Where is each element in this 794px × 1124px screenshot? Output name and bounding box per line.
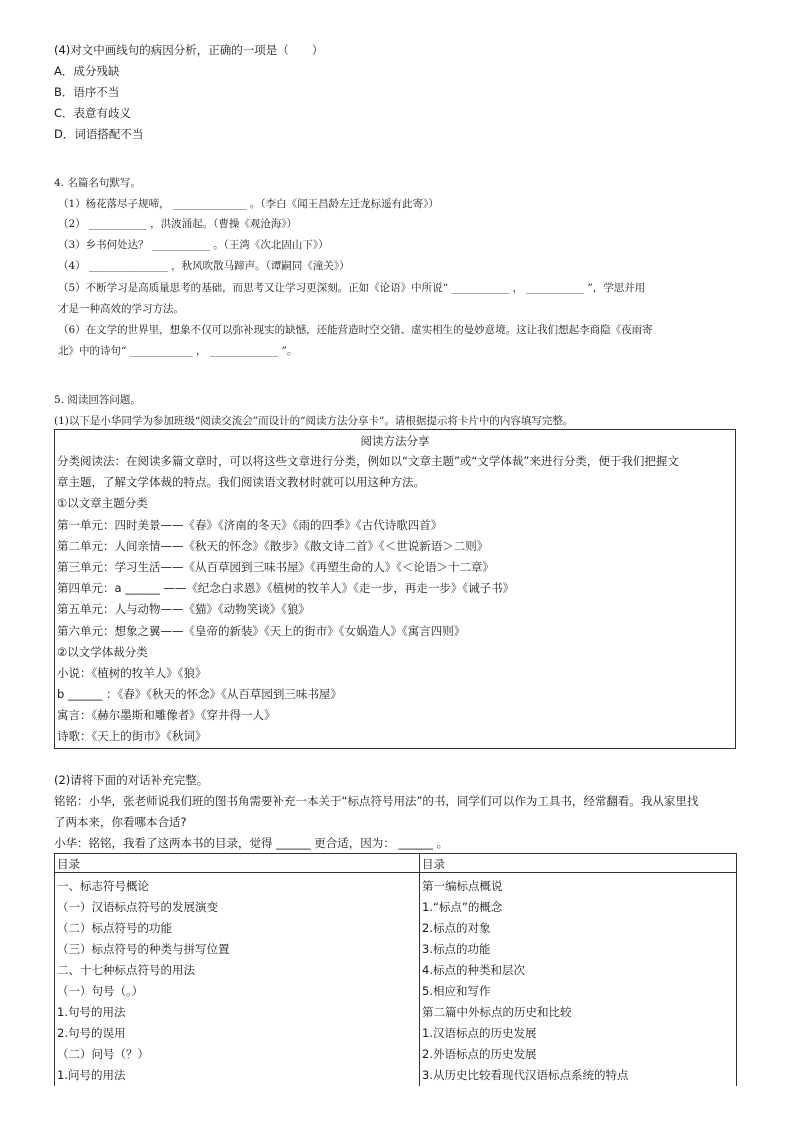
q4-line-8: 北》中的诗句“ ____________ ， _____________ ”。 [58,345,298,357]
q4-line-3: （3）乡书何处达？ ___________ 。（王湾《次北固山下》） [58,239,329,251]
card-row: 第五单元：人与动物——《猫》《动物笑谈》《狼》 [57,602,310,616]
toc-right-row: 4.标点的种类和层次 [422,963,525,977]
dialog-line-3: 小华：铭铭，我看了这两本书的目录，觉得 ______ 更合适，因为： ______ 。 [54,836,449,850]
toc-left-row: 2.句号的误用 [57,1026,126,1040]
option-c: C．表意有歧义 [54,106,132,120]
toc-left-row: 一、标志符号概论 [57,879,149,893]
dialog-line-1: 铭铭：小华，张老师说我们班的图书角需要补充一本关于“标点符号用法”的书，同学们可以作为工具书，经常翻看。我从家里找 [54,794,699,808]
toc-column-divider [419,854,420,1086]
card-row: 第三单元：学习生活——《从百草园到三味书屋》《再塑生命的人》《＜论语＞十二章》 [57,560,494,574]
q5-sub1: (1)以下是小华同学为参加班级“阅读交流会”而设计的“阅读方法分享卡”。请根据提示将卡片中的内容填写完整。 [54,415,574,427]
toc-right-header: 目录 [422,857,445,871]
card-row: 分类阅读法：在阅读多篇文章时，可以将这些文章进行分类，例如以“文章主题”或“文学体裁”来进行分类，便于我们把握文 [57,454,679,468]
toc-right-row: 2.外语标点的历史发展 [422,1047,537,1061]
toc-right-row: 3.标点的功能 [422,942,491,956]
toc-left-row: （二）问号（？） [57,1047,149,1061]
card-title: 阅读方法分享 [360,434,430,448]
dialog-line-2: 了两本来，你看哪本合适? [54,815,187,829]
card-row: 寓言：《赫尔墨斯和雕像者》《穿井得一人》 [57,708,276,722]
q4-line-6: 才是一种高效的学习方法。 [58,303,184,315]
card-row: 章主题，了解文学体裁的特点。我们阅读语文教材时就可以用这种方法。 [57,475,425,489]
card-row: 诗歌：《天上的街市》《秋词》 [57,729,207,743]
card-row: ①以文章主题分类 [57,496,148,510]
card-row: ②以文学体裁分类 [57,645,148,659]
option-a: A．成分残缺 [54,64,120,78]
toc-left-row: 二、十七种标点符号的用法 [57,963,195,977]
card-row: 第二单元：人间亲情——《秋天的怀念》《散步》《散文诗二首》《＜世说新语＞二则》 [57,539,489,553]
toc-right-row: 2.标点的对象 [422,921,491,935]
toc-right-row: 1.汉语标点的历史发展 [422,1026,537,1040]
q4-title: 4. 名篇名句默写。 [54,177,141,189]
toc-right-row: 第一编标点概说 [422,879,503,893]
q5-title: 5. 阅读回答问题。 [54,394,141,406]
toc-left-row: （二）标点符号的功能 [57,921,172,935]
card-row: 小说：《植树的牧羊人》《狼》 [57,666,207,680]
reading-method-card [54,429,736,749]
card-row: 第六单元：想象之翼——《皇帝的新装》《天上的街市》《女娲造人》《寓言四则》 [57,624,466,638]
option-d: D．词语搭配不当 [54,127,144,141]
q4-line-2: （2） ___________ ，洪波涌起。（曹操《观沧海》） [58,218,298,230]
toc-right-row: 1.“标点”的概念 [422,900,503,914]
toc-right-row: 第二篇中外标点的历史和比较 [422,1005,572,1019]
q5-sub2: (2)请将下面的对话补充完整。 [54,773,209,787]
q4-line-5: （5）不断学习是高质量思考的基础，而思考又让学习更深刻。正如《论语》中所说“ ___________ ， ___________ ”，学思并用 [58,282,646,294]
q4-line-7: （6）在文学的世界里，想象不仅可以弥补现实的缺憾，还能营造时空交错、虚实相生的曼妙意境。这让我们想起李商隐《夜雨寄 [58,324,653,336]
card-row: b ______ ：《春》《秋天的怀念》《从百草园到三味书屋》 [57,687,342,701]
toc-left-row: 1.问号的用法 [57,1068,126,1082]
card-row: 第四单元：a ______ ——《纪念白求恩》《植树的牧羊人》《走一步，再走一步》《诫子书》 [57,581,515,595]
toc-left-row: （一）汉语标点符号的发展演变 [57,900,218,914]
card-row: 第一单元：四时美景——《春》《济南的冬天》《雨的四季》《古代诗歌四首》 [57,518,443,532]
toc-left-header: 目录 [57,857,80,871]
toc-right-row: 3.从历史比较看现代汉语标点系统的特点 [422,1068,629,1082]
toc-left-row: （一）句号（。） [57,984,144,998]
q4-line-4: （4） _______________ ，秋风吹散马蹄声。（谭嗣同《潼关》） [58,260,350,272]
q4-line-1: （1）杨花落尽子规啼， ______________ 。（李白《闻王昌龄左迁龙标遥有此寄》） [58,198,439,210]
toc-right-row: 5.相应和写作 [422,984,491,998]
option-b: B．语序不当 [54,85,120,99]
toc-header-divider [55,872,736,873]
toc-comparison-table [54,853,737,1086]
toc-left-row: 1.句号的用法 [57,1005,126,1019]
toc-left-row: （三）标点符号的种类与拼写位置 [57,942,230,956]
q4-sub-stem: (4)对文中画线句的病因分析，正确的一项是（ ） [54,43,324,57]
